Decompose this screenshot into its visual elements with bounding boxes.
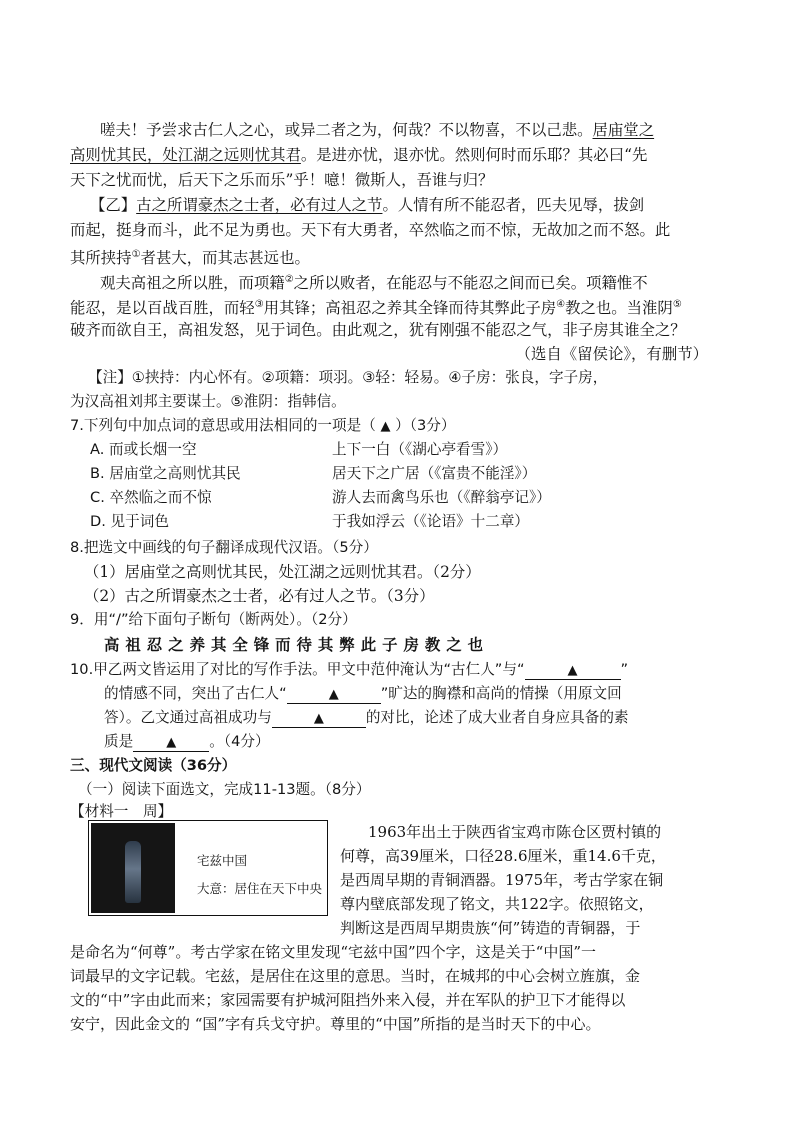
material-full-1: 是命名为“何尊”。考古学家在铭文里发现“宅兹中国”四个字，这是关于“中国”一 (70, 943, 597, 961)
jia-text: 嗟夫！予尝求古仁人之心，或异二者之为，何哉？不以物喜，不以己悲。 (100, 121, 593, 139)
material-wrap-2: 何尊，高39厘米，口径28.6厘米，重14.6千克， (340, 847, 666, 865)
section-3-subtitle: （一）阅读下面选文，完成11-13题。（8分） (78, 781, 371, 798)
yi-text: 之所以败者，在能忍与不能忍之间而已矣。项籍惟不 (293, 274, 648, 293)
option-right: 游人去而禽鸟乐也（《醉翁亭记》） (332, 489, 551, 506)
option-right: 上下一白（《湖心亭看雪》） (332, 441, 508, 458)
option-label: C. (90, 489, 105, 506)
answer-triangle: ▲ (567, 663, 578, 678)
image-caption-1: 宅兹中国 (197, 853, 248, 868)
note-marker: ⑤ (672, 299, 682, 310)
q7-stem-text: 7.下列句中加点词的意思或用法相同的一项是（ (70, 417, 376, 434)
yi-line-1 (90, 193, 700, 217)
jia-text: 。是进亦忧，退亦忧。然则何时而乐耶？其必曰“先 (300, 146, 648, 164)
option-label: A. (90, 441, 105, 458)
jia-underlined-text: 高则忧其民，处江湖之远则忧其君 (70, 146, 301, 164)
jia-underlined-text: 居庙堂之 (592, 121, 655, 139)
yi-text: 教之也。当淮阴 (565, 299, 673, 318)
answer-triangle: ▲ (380, 419, 391, 434)
q10-blank-4[interactable] (133, 733, 209, 752)
material-label: 【材料一 周】 (70, 803, 173, 820)
option-left: 见于词色 (110, 513, 169, 530)
material-full-4: 安宁，因此金文的 “国”字有兵戈守护。尊里的“中国”所指的是当时天下的中心。 (70, 1015, 601, 1033)
notes-line-1: 【注】①挟持：内心怀有。②项籍：项羽。③轻：轻易。④子房：张良，字子房， (88, 369, 608, 386)
q10-blank-1[interactable] (525, 661, 621, 680)
q10-text: 质是 (104, 733, 134, 750)
option-label: D. (90, 513, 106, 530)
q10-line-2 (104, 682, 710, 706)
option-right: 于我如浮云（《论语》十二章） (332, 513, 530, 530)
q10-text: 的对比，论述了成大业者自身应具备的素 (365, 709, 629, 726)
yi-para2-line-3: 破齐而欲自王，高祖发怒，见于词色。由此观之，犹有刚强不能忍之气，非子房其谁全之？ (70, 321, 686, 339)
yi-text: 。人情有所不能忍者，匹夫见辱，拔剑 (382, 196, 645, 214)
answer-triangle: ▲ (166, 735, 177, 750)
jia-line-2 (70, 143, 710, 167)
q8-sentence-2: （2）古之所谓豪杰之士者，必有过人之节。（3分） (84, 587, 435, 605)
q9-sentence: 高祖忍之养其全锋而待其弊此子房教之也 (104, 636, 490, 654)
material-wrap-5: 判断这是西周早期贵族“何”铸造的青铜器，于 (340, 919, 641, 937)
q7-option-b[interactable] (90, 462, 730, 486)
q10-text: 的情感不同，突出了古仁人“ (104, 685, 287, 702)
option-left: 居庙堂之高则忧其民 (109, 465, 241, 482)
material-wrap-1: 1963年出土于陕西省宝鸡市陈仓区贾村镇的 (368, 823, 662, 841)
q10-text: ” (620, 661, 629, 678)
q7-stem (70, 414, 710, 439)
he-zun-image (88, 820, 328, 916)
q7-option-c[interactable] (90, 486, 730, 510)
material-wrap-4: 尊内壁底部发现了铭文，共122字。依照铭文， (340, 895, 654, 913)
q10-text: 答）。乙文通过高祖成功与 (104, 709, 272, 726)
option-right: 居天下之广居（《富贵不能淫》） (332, 465, 537, 482)
yi-source: （选自《留侯论》，有删节） (515, 345, 708, 363)
yi-text: 能忍，是以百战百胜，而轻 (70, 299, 255, 318)
option-left: 而或长烟一空 (109, 441, 197, 458)
q8-sentence-1: （1）居庙堂之高则忧其民，处江湖之远则忧其君。（2分） (84, 563, 481, 581)
material-wrap-3: 是西周早期的青铜酒器。1975年，考古学家在铜 (340, 871, 664, 889)
q10-line-3 (104, 706, 710, 730)
yi-para2-line-1 (100, 268, 710, 295)
jia-line-3: 天下之忧而忧，后天下之乐而乐”乎！噫！微斯人，吾谁与归？ (70, 171, 494, 189)
q8-stem: 8.把选文中画线的句子翻译成现代汉语。（5分） (70, 539, 378, 556)
q9-stem: 9．用“/”给下面句子断句（断两处）。（2分） (70, 611, 357, 628)
vessel-photo (91, 823, 175, 913)
yi-para2-line-2 (70, 293, 710, 320)
note-marker: ① (131, 249, 141, 260)
option-left: 卒然临之而不惊 (109, 489, 212, 506)
q7-stem-score: ）（3分） (395, 417, 456, 434)
q10-line-4 (104, 730, 710, 754)
yi-text: 观夫高祖之所以胜，而项籍 (100, 274, 285, 293)
q7-option-d[interactable] (90, 510, 730, 534)
vessel-shape (125, 841, 141, 903)
q10-blank-2[interactable] (287, 685, 381, 704)
yi-line-3 (70, 243, 710, 270)
note-marker: ② (284, 274, 294, 285)
q10-text: 10.甲乙两文皆运用了对比的写作手法。甲文中范仲淹认为“古仁人”与“ (70, 661, 525, 678)
answer-triangle: ▲ (313, 711, 324, 726)
answer-triangle: ▲ (328, 687, 339, 702)
notes-line-2: 为汉高祖刘邦主要谋士。⑤淮阴：指韩信。 (70, 393, 346, 410)
note-marker: ③ (254, 299, 264, 310)
image-caption-2: 大意：居住在天下中央 (197, 881, 323, 896)
material-full-3: 文的“中”字由此而来；家园需要有护城河阻挡外来入侵，并在军队的护卫下才能得以 (70, 991, 626, 1009)
q10-text: 。（4分） (209, 733, 270, 750)
q10-line-1 (70, 658, 710, 682)
yi-text: 者甚大，而其志甚远也。 (140, 249, 310, 268)
q7-option-a[interactable] (90, 438, 730, 462)
jia-line-1 (100, 118, 710, 142)
q10-text: ”旷达的胸襟和高尚的情操（用原文回 (380, 685, 622, 702)
material-full-2: 词最早的文字记载。宅兹，是居住在这里的意思。当时，在城邦的中心会树立旌旗，金 (70, 967, 641, 985)
option-label: B. (90, 465, 105, 482)
section-3-title: 三、现代文阅读（36分） (70, 757, 237, 774)
yi-text: 用其锋；高祖忍之养其全锋而待其弊此子房 (263, 299, 557, 318)
yi-line-2: 而起，挺身而斗，此不足为勇也。天下有大勇者，卒然临之而不惊，无故加之而不怒。此 (70, 221, 671, 239)
yi-label: 【乙】 (90, 196, 137, 214)
yi-underlined-text: 古之所谓豪杰之士者，必有过人之节 (136, 196, 383, 214)
q10-blank-3[interactable] (272, 709, 366, 728)
yi-text: 其所挟持 (70, 249, 132, 268)
note-marker: ④ (556, 299, 566, 310)
